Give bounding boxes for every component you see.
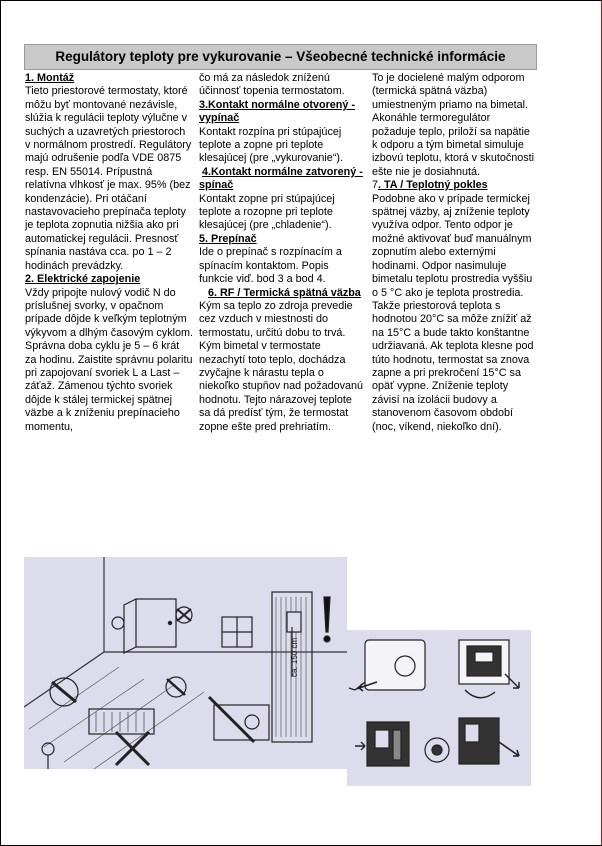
section-text-teplotny-pokles: Podobne ako v prípade termickej spätnej väzby, aj zníženie teploty využíva odpor. Tento odpor je možné aktivovať buď manuálnym zopnutím alebo externými hodinami. Odpor nasimuluje bimetalu teplotu prostredia vyššiu o 5 °C ako je teplota prostredia. Takže priestorová teplota s hodnotou 20°C sa môže znížiť až na 15°C a bude takto konštantne udržiavaná. Ak teplota klesne pod túto hodnotu, termostat sa znova zapne a pri prekročení 15°C sa opäť vypne. Zníženie teploty závisí na izolácii budovy a stanovenom časovom období (noc, víkend, niekoľko dní). [372, 192, 534, 433]
text-column-2 [199, 72, 364, 434]
section-heading-elektricke-zapojenie: 2. Elektrické zapojenie [25, 273, 141, 286]
section-heading-kontakt-otvoreny: 3.Kontakt normálne otvorený - vypínač [199, 98, 355, 125]
section-text-elektricke-zapojenie: Vždy pripojte nulový vodič N do príslušnej svorky, v opačnom prípade dôjde k veľkým teplotným výkyvom a dlhým časovým cyklom. Správna doba cyklu je 5 – 6 krát za hodinu. Zaistite správnu polaritu pri zapojovaní svoriek L a Last – záťaž. Zámenou týchto svoriek dôjde k stálej termickej spätnej väzbe a k zníženiu prepínacieho momentu, [25, 286, 193, 433]
installation-illustration [24, 557, 347, 769]
section-text-kontakt-otvoreny: Kontakt rozpína pri stúpajúcej teplote a zopne pri teplote klesajúcej (pre „vykurovanie“). [199, 125, 344, 165]
section-heading-montaz: 1. Montáž [25, 72, 75, 84]
continuation-text: To je docielené malým odporom (termická spätná väzba) umiestneným priamo na bimetal. Akonáhle termoregulátor požaduje teplo, priloží sa napätie k odporu a tým bimetal simuluje izbovú teplotu, ktorá v skutočnosti ešte nie je dosiahnutá. [372, 72, 535, 178]
section-text-termicka-spatna-vazba: Kým sa teplo zo zdroja prevedie cez vzduch v miestnosti do termostatu, určitú dobu to trvá. Kým bimetal v termostate nezachytí toto teplo, dochádza zvyčajne k nárastu tepla o niekoľko stupňov nad požadovanú hodnotu. Tejto nárazovej teplote sa dá predísť tým, že termostat zopne ešte pred prehriatím. [199, 299, 364, 433]
section-text-kontakt-zatvoreny: Kontakt zopne pri stúpajúcej teplote a rozopne pri teplote klesajúcej (pre „chladenie“). [199, 192, 335, 232]
text-column-3 [372, 72, 537, 434]
section-heading-teplotny-pokles: . TA / Teplotný pokles [378, 179, 488, 192]
page-title: Regulátory teploty pre vykurovanie – Všeobecné technické informácie [24, 44, 537, 70]
section-text-montaz: Tieto priestorové termostaty, ktoré môžu byť montované nezávisle, slúžia k regulácii teploty výlučne v suchých a uzavretých priestoroch v normálnom prostredí. Regulátory majú odrušenie podľa VDE 0875 resp. EN 55014. Prípustná relatívna vlhkosť je max. 95% (bez kondenzácie). Pri otáčaní nastavovacieho prepínača teploty je teplota zopnutia nižšia ako pri automatickej regulácii. Presnosť spínania nastáva cca. po 1 – 2 hodinách prevádzky. [25, 85, 192, 272]
section-number: 7 [372, 179, 379, 192]
section-heading-kontakt-zatvoreny: 4.Kontakt normálne zatvorený - spínač [199, 165, 363, 192]
mounting-height-label: ca. 150 cm [290, 637, 299, 677]
section-heading-termicka-spatna-vazba: 6. RF / Termická spätná väzba [208, 286, 361, 299]
continuation-text: čo má za následok zníženú účinnosť topenia termostatom. [199, 72, 345, 98]
thermostat-assembly-illustration [347, 630, 531, 786]
section-text-prepinac: Ide o prepínač s rozpínacím a spínacím kontaktom. Popis funkcie viď. bod 3 a bod 4. [199, 246, 342, 286]
text-column-1 [25, 72, 193, 434]
section-heading-prepinac: 5. Prepínač [199, 232, 257, 245]
